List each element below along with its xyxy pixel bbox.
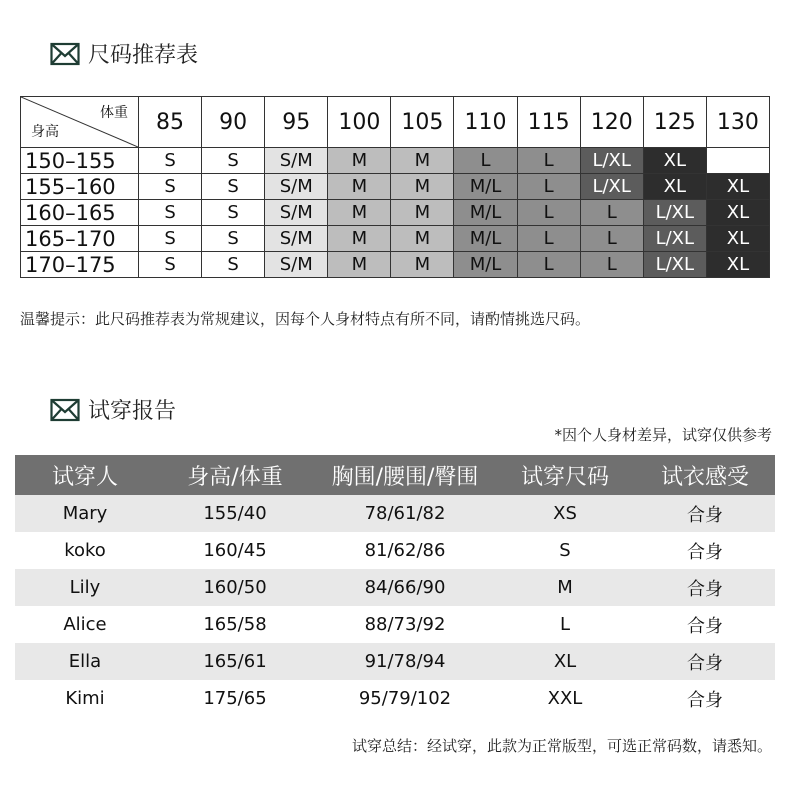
report-section-title [50, 394, 176, 425]
fit-feeling: 合身 [687, 541, 723, 563]
weight-header: 125 [643, 97, 706, 148]
report-row [15, 495, 775, 532]
measurements: 84/66/90 [364, 577, 446, 598]
fit-feeling: 合身 [687, 652, 723, 674]
size-cell: S/M [265, 148, 328, 174]
size-cell: S/M [265, 252, 328, 278]
size-cell: L/XL [643, 252, 706, 278]
size-cell: L/XL [580, 174, 643, 200]
size-cell: S [139, 148, 202, 174]
size-cell: S [202, 252, 265, 278]
size-chart-row [21, 226, 770, 252]
size-cell: L [517, 252, 580, 278]
size-cell: M/L [454, 252, 517, 278]
report-header-height-weight: 身高/体重 [187, 464, 283, 490]
size-cell: M [391, 226, 454, 252]
measurements: 88/73/92 [364, 614, 446, 635]
weight-header: 110 [454, 97, 517, 148]
corner-cell [21, 97, 139, 148]
height-weight: 155/40 [203, 503, 267, 524]
size-cell: M [328, 174, 391, 200]
tried-size: S [559, 540, 571, 561]
weight-header: 120 [580, 97, 643, 148]
size-cell [706, 148, 769, 174]
tried-size: M [557, 577, 573, 598]
height-weight: 165/58 [203, 614, 267, 635]
size-cell: L [580, 226, 643, 252]
height-range: 160–165 [21, 200, 139, 226]
tester-name: Lily [69, 577, 101, 598]
report-row [15, 532, 775, 569]
size-section-title [50, 38, 198, 69]
report-header-row [15, 455, 775, 495]
report-header-tester: 试穿人 [51, 464, 118, 490]
tester-name: Mary [62, 503, 108, 524]
weight-header: 115 [517, 97, 580, 148]
size-cell: XL [706, 252, 769, 278]
size-cell: M [391, 174, 454, 200]
fit-feeling: 合身 [687, 504, 723, 526]
height-weight: 160/45 [203, 540, 267, 561]
tester-name: Kimi [65, 688, 105, 709]
size-cell: L [580, 252, 643, 278]
height-range: 150–155 [21, 148, 139, 174]
size-cell: S [202, 200, 265, 226]
report-header-fit: 试衣感受 [660, 464, 749, 490]
measurements: 91/78/94 [364, 651, 446, 672]
weight-header: 105 [391, 97, 454, 148]
size-cell: XL [706, 200, 769, 226]
weight-header: 100 [328, 97, 391, 148]
size-cell: S [202, 226, 265, 252]
fit-feeling: 合身 [687, 689, 723, 711]
tried-size: XXL [547, 688, 583, 709]
size-cell: L [580, 200, 643, 226]
weight-header: 95 [265, 97, 328, 148]
tried-size: L [559, 614, 571, 635]
size-chart-header-row [21, 97, 770, 148]
size-cell: S [202, 148, 265, 174]
size-cell: XL [706, 226, 769, 252]
size-cell: L [517, 148, 580, 174]
size-cell: XL [643, 148, 706, 174]
size-cell: L/XL [580, 148, 643, 174]
size-chart-row [21, 252, 770, 278]
tried-size: XL [553, 651, 577, 672]
size-cell: S [139, 226, 202, 252]
envelope-icon [50, 42, 80, 66]
measurements: 78/61/82 [364, 503, 446, 524]
envelope-icon [50, 398, 80, 422]
fit-feeling: 合身 [687, 578, 723, 600]
weight-header: 90 [202, 97, 265, 148]
size-cell: M [391, 200, 454, 226]
tester-name: Ella [68, 651, 102, 672]
report-row [15, 643, 775, 680]
size-cell: L [517, 226, 580, 252]
measurements: 95/79/102 [358, 688, 452, 709]
corner-weight-label: 体重 [100, 105, 128, 121]
size-cell: M/L [454, 200, 517, 226]
size-cell: M [328, 252, 391, 278]
size-chart-row [21, 174, 770, 200]
size-cell: M [328, 226, 391, 252]
size-cell: S [139, 252, 202, 278]
size-chart-row [21, 148, 770, 174]
tried-size: XS [553, 503, 577, 524]
height-weight: 160/50 [203, 577, 267, 598]
corner-height-label: 身高 [31, 124, 59, 140]
size-cell: M/L [454, 226, 517, 252]
size-cell: S [139, 174, 202, 200]
report-summary: 试穿总结：经试穿，此款为正常版型，可选正常码数，请悉知。 [351, 737, 772, 755]
report-row [15, 606, 775, 643]
size-tip-note: 温馨提示：此尺码推荐表为常规建议，因每个人身材特点有所不同，请酌情挑选尺码。 [20, 310, 591, 328]
size-cell: L [454, 148, 517, 174]
size-section-title-text: 尺码推荐表 [88, 43, 199, 68]
fit-feeling: 合身 [687, 615, 723, 637]
size-cell: XL [643, 174, 706, 200]
weight-header: 130 [706, 97, 769, 148]
tester-name: Alice [63, 614, 107, 635]
tryon-report-table [15, 455, 775, 717]
size-cell: S/M [265, 200, 328, 226]
tester-name: koko [64, 540, 106, 561]
height-range: 155–160 [21, 174, 139, 200]
report-disclaimer: *因个人身材差异，试穿仅供参考 [554, 426, 772, 444]
height-weight: 175/65 [203, 688, 267, 709]
size-cell: M [328, 148, 391, 174]
size-cell: L/XL [643, 200, 706, 226]
height-range: 165–170 [21, 226, 139, 252]
size-cell: S/M [265, 226, 328, 252]
size-cell: M/L [454, 174, 517, 200]
size-cell: XL [706, 174, 769, 200]
report-header-measurements: 胸围/腰围/臀围 [331, 464, 479, 490]
size-cell: S [139, 200, 202, 226]
report-row [15, 569, 775, 606]
weight-header: 85 [139, 97, 202, 148]
size-cell: M [328, 200, 391, 226]
size-cell: M [391, 252, 454, 278]
report-header-size: 试穿尺码 [520, 464, 609, 490]
size-cell: S [202, 174, 265, 200]
measurements: 81/62/86 [364, 540, 446, 561]
size-chart-row [21, 200, 770, 226]
height-range: 170–175 [21, 252, 139, 278]
size-chart-table [20, 96, 770, 278]
size-cell: M [391, 148, 454, 174]
size-cell: S/M [265, 174, 328, 200]
size-cell: L/XL [643, 226, 706, 252]
size-cell: L [517, 174, 580, 200]
report-section-title-text: 试穿报告 [88, 399, 177, 424]
height-weight: 165/61 [203, 651, 267, 672]
size-cell: L [517, 200, 580, 226]
report-row [15, 680, 775, 717]
